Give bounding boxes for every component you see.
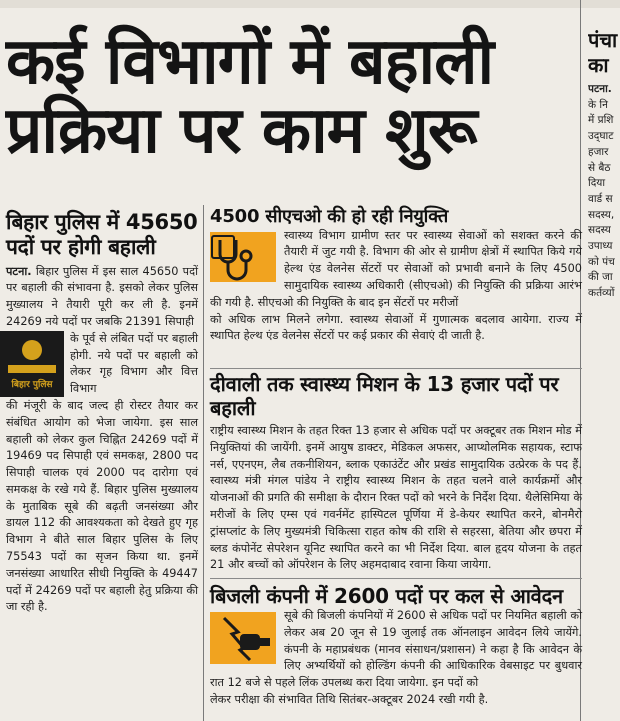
top-strip bbox=[0, 0, 620, 8]
column-divider-left bbox=[203, 205, 204, 721]
emblem-row bbox=[0, 331, 198, 398]
article-nhm bbox=[210, 372, 582, 574]
right-text-line: सदस्य, bbox=[588, 208, 615, 221]
article-power-title: बिजली कंपनी में 2600 पदों पर कल से आवेदन bbox=[210, 584, 563, 608]
power-hand-icon bbox=[210, 612, 276, 664]
right-text-line: हजार bbox=[588, 145, 609, 158]
right-text-line: को पंच bbox=[588, 255, 615, 268]
right-text-line: दिया bbox=[588, 177, 606, 190]
right-text-line: पटना. bbox=[588, 83, 612, 95]
article-divider bbox=[210, 368, 582, 369]
right-text-line: से बैठ bbox=[588, 161, 611, 174]
article-power bbox=[210, 584, 582, 709]
right-text-line: कर्तव्यों bbox=[588, 287, 615, 300]
right-text-line: की जा bbox=[588, 271, 613, 284]
article-power-body-b: लेकर परीक्षा की संभावित तिथि सितंबर-अक्टूबर 2024 रखी गयी है. bbox=[210, 692, 489, 706]
article-nhm-body: राष्ट्रीय स्वास्थ्य मिशन के तहत रिक्त 13 हजार से अधिक पदों पर अक्टूबर तक मिशन मोड में नियुक्तियां की जायेंगी. इनमें आयुष डाक्टर, मेडिकल अफसर, आप्थोलमिक सहायक, स्टाफ नर्स, एएनएम, लैब तकनीशियन, ब्लाक एकाउंटेंट और प्रखंड सामुदायिक उत्प्रेरक के पद हैं. स्वास्थ्य मंत्री मंगल पांडेय ने राष्ट्रीय स्वास्थ्य मिशन के तहत चलने वाले कार्यक्रमों और योजनाओं की प्रगति की समीक्षा के दौरान रिक्त पदों को भरने के निर्देश दिया. थैलेसिमिया के मरीजों के लिए एम्स एवं गवर्नमेंट हास्पिटल पूर्णिया में डे-केयर स्थापित करने, बोनमैरो ट्रांसप्लांट के लिए मुख्यमंत्री चिकित्सा राहत कोष की राशि से सहरसा, बेतिया और छपरा में ब्लड कंपोनेंट सेपरेशन यूनिट स्थापित करने का भी निर्देश दिया. बाल हृदय योजना के तहत 21 और बच्चों को ऑपरेशन के लिए अहमदाबाद रवाना किया जायेगा. bbox=[210, 424, 582, 572]
article-nhm-title: दीवाली तक स्वास्थ्य मिशन के 13 हजार पदों पर बहाली bbox=[210, 372, 559, 420]
left-text-a: बिहार पुलिस में इस साल 45650 पदों पर बहाली की संभावना है. इसको लेकर पुलिस मुख्यालय ने तैयारी पूरी कर ली है. इनमें 24269 नये पदों पर जबकि 21391 सिपाही bbox=[6, 264, 199, 328]
article-power-body-a: सूबे की बिजली कंपनियों में 2600 से अधिक पदों पर नियमित बहाली को लेकर अब 20 जून से 19 जुलाई तक ऑनलाइन आवेदन लिये जायेंगे. कंपनी के महाप्रबंधक (मानव संसाधन/प्रशासन) ने कहा है कि आवेदन के लिए अभ्यर्थियों को होल्डिंग कंपनी की आधिकारिक वेबसाइट पर बुधवार रात 12 बजे से पहले लिंक उपलब्ध करा दिया जायेगा. इन पदों को bbox=[210, 609, 582, 690]
left-article-title: बिहार पुलिस में 45650 पदों पर होगी बहाली bbox=[6, 210, 198, 259]
right-title-2: का bbox=[588, 53, 609, 77]
stethoscope-icon bbox=[210, 232, 276, 282]
right-text-line: वार्ड स bbox=[588, 192, 613, 205]
article-cho-body-a: स्वास्थ्य विभाग ग्रामीण स्तर पर स्वास्थ्य सेवाओं को सशक्त करने की तैयारी में जुट गयी है. विभाग की ओर से ग्रामीण क्षेत्रों में स्थापित किये गये हेल्थ एंड वेलनेस सेंटरों पर सेवाओं को प्रभावी बनाने के लिए 4500 सामुदायिक स्वास्थ्य अधिकारी (सीएचओ) की नियुक्ति की प्रक्रिया आरंभ की गयी है. सीएचओ की नियुक्ति के बाद इन सेंटरों पर मरीजों bbox=[210, 228, 582, 309]
right-article-clipped bbox=[588, 28, 620, 302]
right-text-line: के नि bbox=[588, 98, 608, 111]
left-article-para-a bbox=[6, 264, 198, 331]
article-cho bbox=[210, 206, 582, 345]
right-text-line: उद्‌घाट bbox=[588, 130, 614, 143]
article-divider bbox=[210, 578, 582, 579]
right-text-line: में प्रशि bbox=[588, 114, 614, 127]
right-text-line: उपाध्य bbox=[588, 240, 613, 253]
main-headline bbox=[6, 25, 576, 169]
right-text-lines bbox=[588, 82, 620, 302]
left-article-para-b: के पूर्व से लंबित पदों पर बहाली होगी. नये पदों पर बहाली को लेकर गृह विभाग और वित्त विभाग bbox=[70, 331, 198, 396]
left-article bbox=[6, 210, 198, 616]
right-text-line: सदस्य bbox=[588, 224, 611, 237]
left-article-para-c: की मंजूरी के बाद जल्द ही रोस्टर तैयार कर संबंधित आयोग को भेजा जायेगा. इस साल बहाली को लेकर कुल चिह्नित 24269 पदों में 19469 पद सिपाही एवं समकक्ष, 2800 पद सिपाही चालक एवं 2000 पद दारोगा एवं समकक्ष के रखे गये हैं. बिहार पुलिस मुख्यालय के मुताबिक सूबे की बढ़ती जनसंख्या और डायल 112 की आवश्यकता को देखते हुए गृह विभाग ने बीते साल बिहार पुलिस के लिए 75543 पदों का सृजन किया था. इनमें जनसंख्या आधारित सीधी नियुक्ति के 49447 पदों में 24269 पदों पर बहाली हेतु प्रक्रिया की जा रही है. bbox=[6, 398, 198, 614]
headline-line-1: कई विभागों में बहाली bbox=[6, 25, 494, 99]
emblem-caption: बिहार पुलिस bbox=[11, 379, 53, 390]
police-emblem-icon bbox=[0, 331, 64, 397]
article-cho-title: 4500 सीएचओ की हो रही नियुक्ति bbox=[210, 206, 449, 227]
dateline: पटना. bbox=[6, 264, 32, 278]
article-cho-body-b: को अधिक लाभ मिलने लगेगा. स्वास्थ्य सेवाओं में गुणात्मक बदलाव आयेगा. राज्य में स्थापित हेल्थ एंड वेलनेस सेंटरों पर कई प्रकार की सेवाएं दी जाती है. bbox=[210, 312, 582, 343]
headline-line-2: प्रक्रिया पर काम शुरू bbox=[6, 94, 477, 169]
right-title-1: पंचा bbox=[588, 28, 618, 52]
